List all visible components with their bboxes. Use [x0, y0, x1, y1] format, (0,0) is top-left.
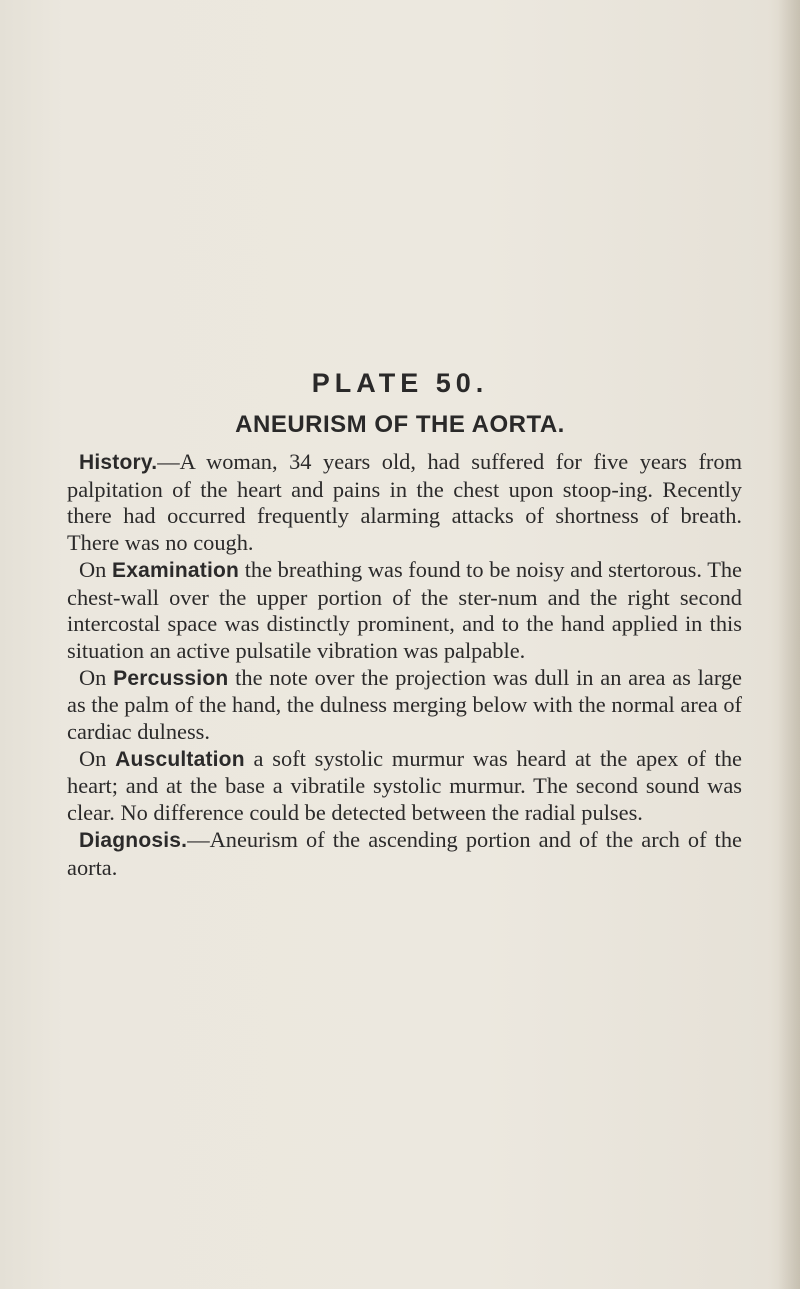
percussion-heading: Percussion — [113, 666, 229, 690]
plate-title: PLATE 50. — [311, 368, 489, 398]
case-report-text — [67, 449, 742, 881]
auscultation-text: a soft systolic murmur was heard at the apex of the heart; and at the base a vibratile systolic murmur. The second sound was clear. No difference could be detected between the radial pulses. — [67, 745, 742, 826]
examination-heading: Examination — [112, 558, 240, 582]
auscultation-prefix: On — [79, 745, 116, 771]
page-edge-shadow — [778, 0, 800, 1289]
paragraph-examination — [67, 557, 742, 665]
paragraph-history — [67, 449, 742, 557]
percussion-text: the note over the projection was dull in an area as large as the palm of the hand, the dulness merging below with the normal area of cardiac dulness. — [67, 664, 742, 745]
paragraph-auscultation — [67, 746, 742, 827]
auscultation-heading: Auscultation — [115, 747, 245, 771]
diagnosis-heading: Diagnosis. — [79, 828, 188, 852]
history-text: —A woman, 34 years old, had suffered for five years from palpitation of the heart and pains in the chest upon stoop-ing. Recently there had occurred frequently alarming attacks of shortness of breath. There was no cough. — [67, 449, 742, 556]
examination-text: the breathing was found to be noisy and stertorous. The chest-wall over the upper portion of the ster-num and the right second intercostal space was distinctly prominent, and to the hand applied in this situation an active pulsatile vibration was palpable. — [67, 556, 742, 663]
plate-subtitle: ANEURISM OF THE AORTA. — [235, 411, 565, 438]
diagnosis-text: —Aneurism of the ascending portion and of the arch of the aorta. — [67, 826, 742, 880]
paragraph-percussion — [67, 665, 742, 746]
paragraph-diagnosis — [67, 827, 742, 881]
percussion-prefix: On — [79, 664, 114, 690]
examination-prefix: On — [79, 556, 112, 582]
history-heading: History. — [79, 451, 158, 474]
